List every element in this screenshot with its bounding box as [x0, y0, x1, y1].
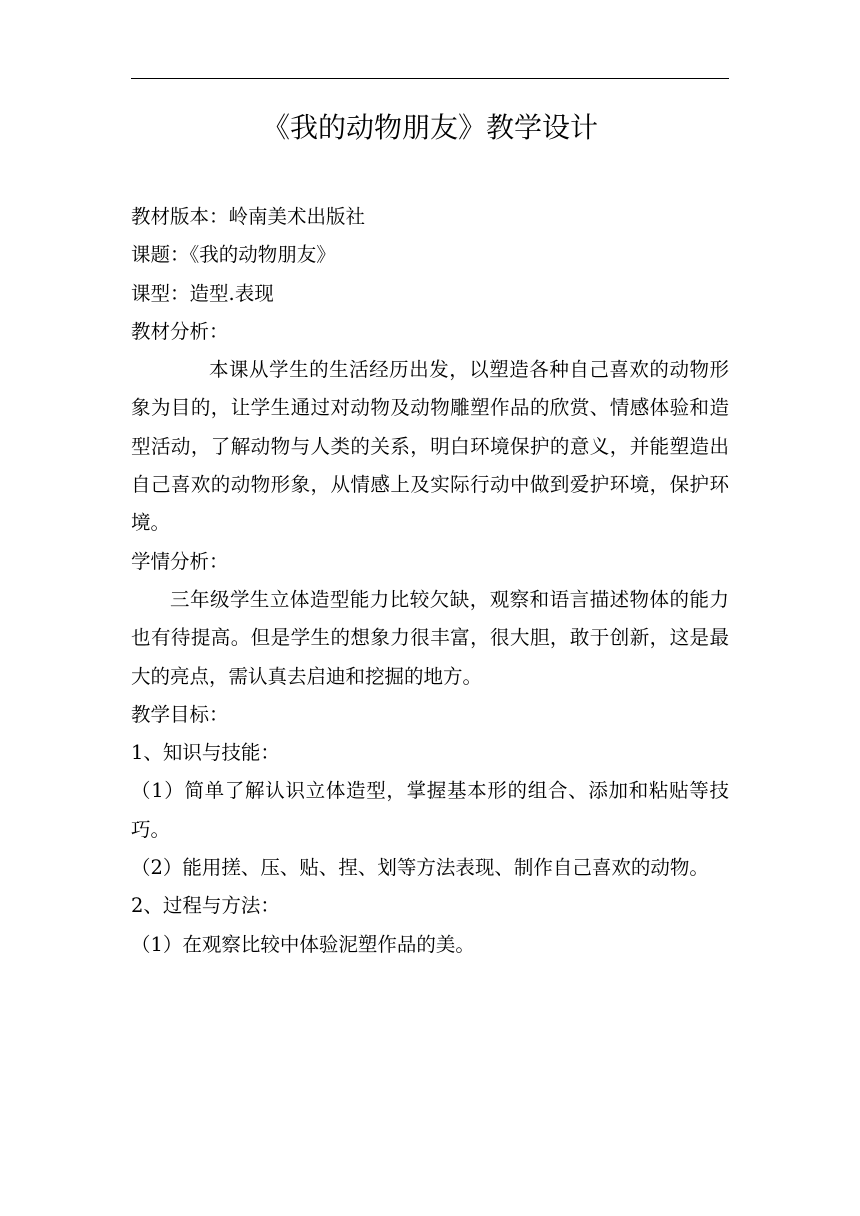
goal-item: （1）在观察比较中体验泥塑作品的美。 — [131, 932, 475, 956]
goal-item: （2）能用搓、压、贴、捏、划等方法表现、制作自己喜欢的动物。 — [131, 856, 709, 880]
goal-item: （1）简单了解认识立体造型，掌握基本形的组合、添加和粘贴等技巧。 — [131, 779, 729, 841]
material-analysis-paragraph: 本课从学生的生活经历出发，以塑造各种自己喜欢的动物形象为目的，让学生通过对动物及动物雕塑作品的欣赏、情感体验和造型活动，了解动物与人类的关系，明白环境保护的意义，并能塑造出自己喜欢的动物形象，从情感上及实际行动中做到爱护环境，保护环境。 — [131, 358, 729, 535]
student-analysis-heading: 学情分析： — [131, 549, 229, 573]
header-rule — [131, 78, 729, 79]
topic-line: 课题：《我的动物朋友》 — [131, 243, 336, 267]
student-analysis-paragraph: 三年级学生立体造型能力比较欠缺，观察和语言描述物体的能力也有待提高。但是学生的想象力很丰富，很大胆，敢于创新，这是最大的亮点，需认真去启迪和挖掘的地方。 — [131, 587, 729, 688]
goal-section-title: 2、过程与方法： — [131, 894, 280, 918]
document-title: 《我的动物朋友》教学设计 — [261, 111, 598, 144]
goals-heading: 教学目标： — [131, 702, 229, 726]
lesson-type-line: 课型：造型.表现 — [131, 281, 274, 305]
goal-section-title: 1、知识与技能： — [131, 741, 280, 765]
material-analysis-heading: 教材分析： — [131, 319, 229, 343]
document-body — [131, 198, 729, 964]
edition-line: 教材版本：岭南美术出版社 — [131, 205, 366, 228]
